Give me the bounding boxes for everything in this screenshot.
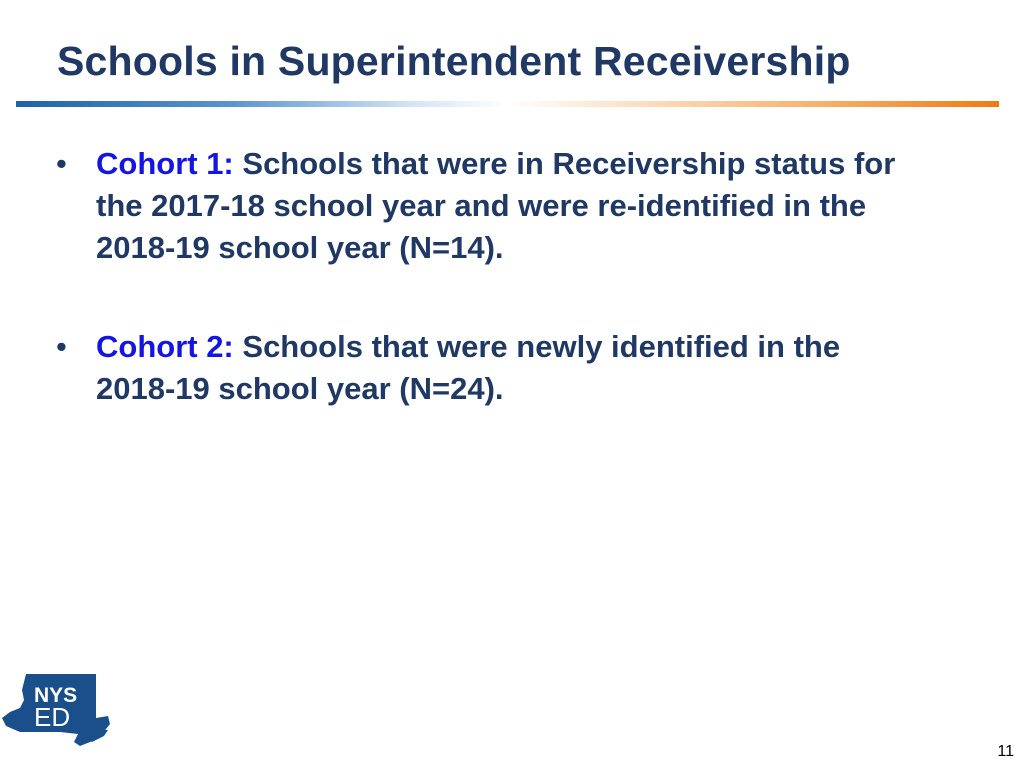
bullet-lead-label: Cohort 1:	[96, 146, 234, 181]
logo-text-nys: NYS	[34, 684, 78, 707]
bullet-item-cohort-2	[56, 326, 926, 410]
bullet-text: Schools that were in Receivership status for the 2017-18 school year and were re-identified in the 2018-19 school year (N=14).	[96, 146, 896, 265]
new-york-state-outline-icon	[0, 672, 112, 754]
bullet-item-cohort-1	[56, 143, 926, 269]
title-underline-divider	[16, 101, 999, 107]
logo-text-ed: ED	[34, 702, 71, 732]
bullet-text: Schools that were newly identified in the 2018-19 school year (N=24).	[96, 329, 841, 406]
bullet-dot-icon: •	[56, 329, 67, 364]
slide-title: Schools in Superintendent Receivership	[57, 38, 851, 84]
page-number: 11	[997, 743, 1014, 760]
nysed-logo	[0, 672, 112, 754]
logo-text-gov: .gov	[34, 729, 57, 743]
bullet-list	[56, 143, 926, 410]
bullet-dot-icon: •	[56, 146, 67, 181]
bullet-lead-label: Cohort 2:	[96, 329, 234, 364]
